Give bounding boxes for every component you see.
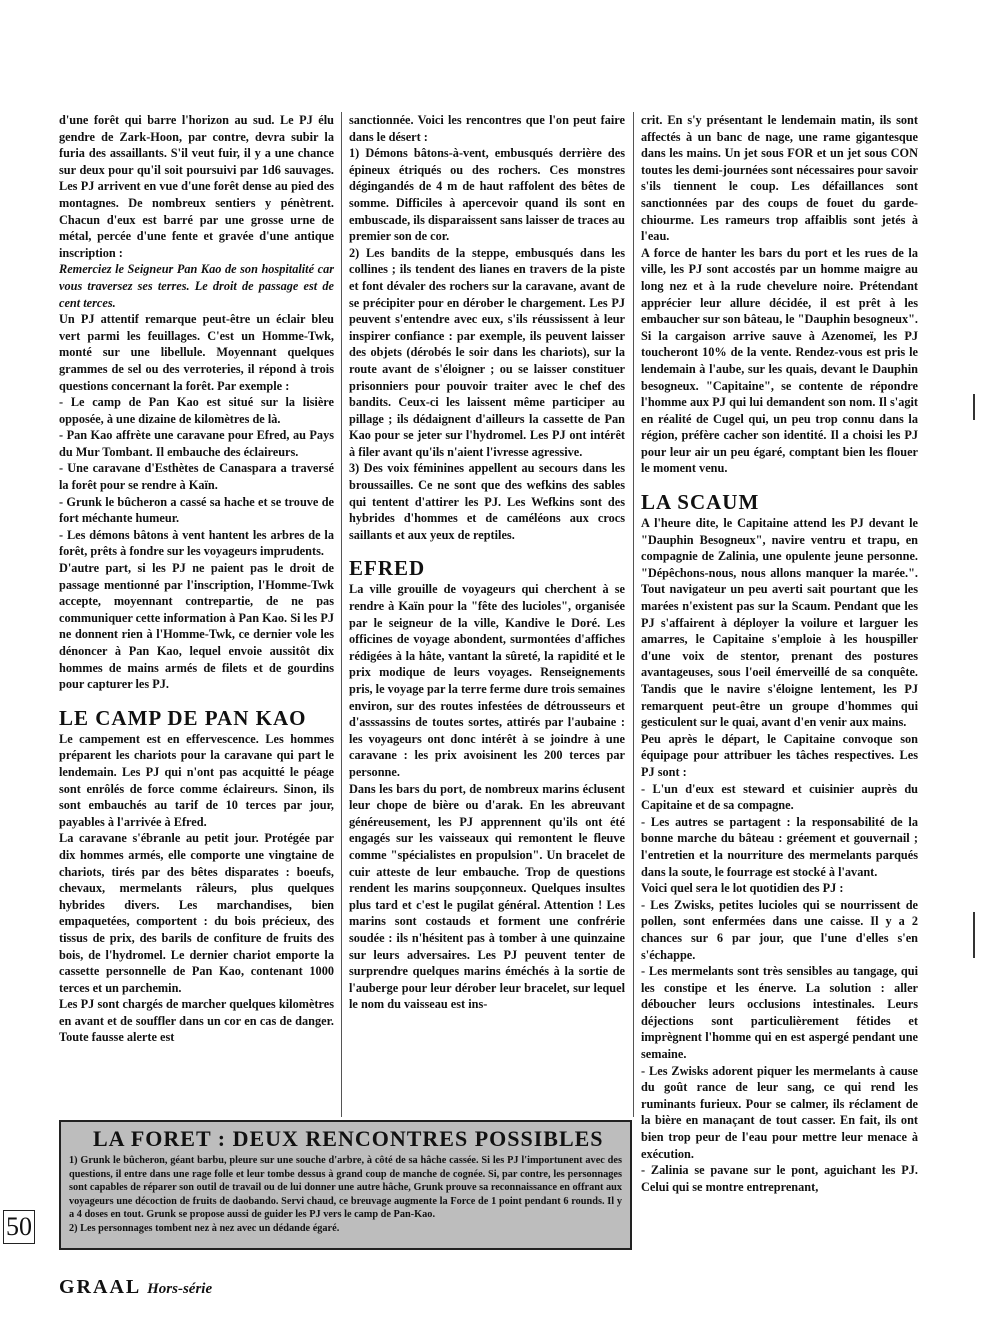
section-title-efred: EFRED	[349, 556, 426, 581]
paragraph: La caravane s'ébranle au petit jour. Protégée par dix hommes armés, elle comporte une vingtaine de chariots, tirés par des bêtes disparates : boeufs, chevaux, mermelants râleurs, plus quelques hybrides divers. Les marchandises, bien empaquetées, comportent : du bois précieux, des tissus de prix, des barils de confiture de fruits des bois, de l'hydromel. Le dernier chariot emporte la cassette personnelle de Pan Kao, contenant 1000 terces et un parchemin.	[59, 831, 334, 995]
magazine-series: Hors-série	[147, 1281, 213, 1297]
column-1	[59, 112, 334, 1046]
paragraph: D'autre part, si les PJ ne paient pas le droit de passage mentionné par l'inscription, l'Homme-Twk accepte, moyennant contrepartie, de ne pas communiquer cette information à Pan Kao. Si les PJ ne donnent rien à l'Homme-Twk, ce dernier vole les dénoncer à Pan Kao, lequel envoie aussitôt dix hommes de mains armés de filets et de gourdins pour capturer les PJ.	[59, 561, 334, 692]
column-3	[641, 112, 918, 1195]
list-item: - Les Zwisks adorent piquer les mermelants à cause du goût rance de leur sang, ce qui rend les ruminants furieux. Pour se calmer, ils réclament de la bière en manaçant de tout casser. En fait, ils ont bien trop peur de l'eau pour mettre leur menace à exécution.	[641, 1063, 918, 1161]
box-paragraph: 1) Grunk le bûcheron, géant barbu, pleure sur une souche d'arbre, à côté de sa hâche cassée. Si les PJ l'importunent avec des questions, il entre dans une rage folle et leur tombe dessus à grand coup de manche de cognée. Si, par contre, les personnages sont capables de réparer son outil de travail ou de lui donner une autre hâche, Grunk prouve sa reconnaissance en offrant aux voyageurs une décoction de fruits de daobando. Servi chaud, ce breuvage augmente la Force de 1 point pendant 6 rounds. Il y a 4 doses en tout. Grunk se propose aussi de guider les PJ vers le camp de Pan-Kao.	[69, 1155, 622, 1221]
list-item: - Le camp de Pan Kao est situé sur la lisière opposée, à une dizaine de kilomètres de là.	[59, 395, 334, 426]
list-item: - Les autres se partagent : la responsabilité de la bonne marche du bâteau : gréement et gouvernail ; l'entretien et la nourriture des mermelants parqués dans la soute, le fourrage est stocké à l'avant.	[641, 814, 918, 879]
list-item: - Les Zwisks, petites lucioles qui se nourrissent de pollen, sont enfermées dans une caisse. Il y a 2 chances sur 6 par jour, que l'une d'elles s'en s'échappe.	[641, 897, 918, 962]
paragraph: Dans les bars du port, de nombreux marins éclusent leur chope de bière ou d'arak. En les abreuvant généreusement, les PJ apprennent qu'ils ont été engagés sur les vaisseaux qui remontent le fleuve comme "spécialistes en propulsion". Un bracelet de cuir atteste de leur embauche. Trop de questions rendent les marins soupçonneux. Quelques insultes plus tard et c'est le pugilat général. Attention ! Les marins sont costauds et forment une confrérie soudée : ils n'hésitent pas à tomber à une quinzaine sur leurs adversaires. Les PJ peuvent tenter de surprendre quelques marins éméchés à la sortie de l'auberge pour leur dérober leur bracelet, sur lequel le nom du vaisseau est ins-	[349, 781, 625, 1012]
paragraph: A l'heure dite, le Capitaine attend les PJ devant le "Dauphin Besogneux", navire ventru et trapu, en compagnie de Zalinia, une opulente jeune personne. "Dépêchons-nous, nous allons manquer la marée.". Tout navigateur un peu averti sait pourtant que les marées n'existent pas sur la Scaum. Pendant que les PJ s'affairent à déployer la voilure et larguer les amarres, le Capitaine s'emploie à les houspiller d'une voix de stentor, prenant des postures avantageuses, sous l'oeil émerveillé de sa conquête. Tandis que le navire s'éloigne lentement, les PJ remarquent peut-être un groupe d'hommes qui gesticulent sur le quai, avant d'en venir aux mains.	[641, 516, 918, 730]
column-2	[349, 112, 625, 1013]
paragraph: Le campement est en effervescence. Les hommes préparent les chariots pour la caravane qui part le lendemain. Les PJ qui n'ont pas acquitté le péage sont enrôlés de force comme éclaireurs. Sinon, ils sont embauchés au tarif de 10 terces par jour, payables à l'arrivée à Efred.	[59, 731, 334, 829]
paragraph: d'une forêt qui barre l'horizon au sud. Le PJ élu gendre de Zark-Hoon, par contre, devra subir la furia des assaillants. S'il veut fuir, il y a une chance sur deux pour qu'il soit poursuivi par 1d6 sauvages. Les PJ arrivent en vue d'une forêt dense au pied des montagnes. De nombreux sentiers y pénètrent. Chacun d'eux est barré par une grosse urne de métal, percée d'une fente et gravée d'une antique inscription :	[59, 113, 334, 260]
paragraph: crit. En s'y présentant le lendemain matin, ils sont affectés à un banc de nage, une rame gigantesque dans les mains. Un jet sous FOR et un jet sous CON toutes les demi-journées sont nécessaires pour savoir s'ils tiennent le coup. Les défaillances sont sanctionnées par des coups de fouet du garde-chiourme. Les rameurs trop affaiblis sont jetés à l'eau.	[641, 113, 918, 244]
paragraph: A force de hanter les bars du port et les rues de la ville, les PJ sont accostés par un homme maigre au long nez et à la rude chevelure noire. Prétendant apprécier leur allure décidée, il est prêt à les embaucher sur son bâteau, le "Dauphin besogneux". Si la cargaison arrive sauve à Azenomeï, les PJ toucheront 10% de la vente. Rendez-vous est pris le lendemain à l'aube, sur les quais, devant le Dauphin besogneux. "Capitaine", se contente de répondre l'homme aux PJ qui lui demandent son nom. Il s'agit en réalité de Cugel qui, un peu trop connu dans la région, préfère cacher son identité. Il a choisi les PJ pour leur air un peu égaré, comptant bien les flouer le moment venu.	[641, 245, 918, 476]
list-item: - Les démons bâtons à vent hantent les arbres de la forêt, prêts à fondre sur les voyageurs imprudents.	[59, 527, 334, 559]
inscription: Remerciez le Seigneur Pan Kao de son hospitalité car vous traversez ses terres. Le droit de passage est de cent terces.	[59, 262, 334, 310]
list-item: - Pan Kao affrète une caravane pour Efred, au Pays du Mur Tombant. Il embauche des éclaireurs.	[59, 428, 334, 459]
list-item: 2) Les bandits de la steppe, embusqués dans les collines ; ils tendent des lianes en travers de la piste et font dévaler des rochers sur la caravane, avant de se précipiter pour en dérober le chargement. Les PJ peuvent s'entendre avec eux, s'ils réussissent à leur inspirer confiance : par exemple, ils peuvent laisser des objets (dérobés le soir dans les chariots), sur la route avant de s'éloigner ; ou se laisser constituer prisonniers pour pouvoir traiter avec le chef des bandits. Ceux-ci les laissent même participer au pillage ; ils dédaignent d'ailleurs la cassette de Pan Kao pour se jeter sur l'hydromel. Les PJ ont intérêt à filer avant qu'ils n'aient l'ivresse agressive.	[349, 245, 625, 459]
section-title-camp: LE CAMP DE PAN KAO	[59, 705, 307, 730]
paragraph: sanctionnée. Voici les rencontres que l'on peut faire dans le désert :	[349, 113, 625, 144]
magazine-title: GRAAL	[59, 1276, 141, 1298]
column-separator	[341, 112, 342, 1117]
list-item: - Les mermelants sont très sensibles au tangage, qui les constipe et les énerve. La solution : aller déboucher leurs occlusions intestinales. Leurs déjections sont particulièrement fétides et imprègnent l'homme qui en est aspergé pendant une semaine.	[641, 964, 918, 1062]
box-paragraph: 2) Les personnages tombent nez à nez avec un dédande égaré.	[69, 1222, 340, 1234]
page-number: 50	[3, 1210, 35, 1244]
paragraph: Les PJ sont chargés de marcher quelques kilomètres en avant et de souffler dans un cor en cas de danger. Toute fausse alerte est	[59, 997, 334, 1045]
footer	[59, 1276, 212, 1299]
list-item: - Une caravane d'Esthètes de Canaspara a traversé la forêt pour se rendre à Kaïn.	[59, 461, 334, 493]
list-item: - Grunk le bûcheron a cassé sa hache et se trouve de fort méchante humeur.	[59, 494, 334, 526]
list-item: 3) Des voix féminines appellent au secours dans les broussailles. Ce ne sont que des wefkins des sables qui tentent d'attirer les PJ. Les Wefkins sont des hybrides d'hommes et de caméléons aux crocs saillants et aux yeux de reptiles.	[349, 461, 625, 542]
list-item: - L'un d'eux est steward et cuisinier auprès du Capitaine et de sa compagne.	[641, 781, 918, 813]
scan-mark	[973, 912, 975, 958]
paragraph: Voici quel sera le lot quotidien des PJ :	[641, 881, 844, 896]
list-item: - Zalinia se pavane sur le pont, aguichant les PJ. Celui qui se montre entreprenant,	[641, 1163, 918, 1194]
paragraph: La ville grouille de voyageurs qui cherchent à se rendre à Kaïn pour la "fête des lucioles", organisée par le seigneur de la ville, Kandive le Doré. Les officines de voyage abondent, surmontées d'affiches rédigées à la hâte, vantant la sûreté, la rapidité et le prix modique de leurs voyages. Renseignements pris, le voyage par la terre ferme dure trois semaines environ, sur des routes infestées de détrousseurs et d'asssassins de toutes sortes, attirés par l'aubaine : les voyageurs ont donc intérêt à se joindre à une caravane : les prix avoisinent les 200 terces par personne.	[349, 582, 625, 779]
list-item: 1) Démons bâtons-à-vent, embusqués derrière des épineux étriqués ou des rochers. Ces monstres dégingandés de 4 m de haut raffolent des bêtes de somme. Difficiles à apercevoir quand ils sont en embuscade, ils disparaissent sans laisser de traces au premier son de cor.	[349, 146, 625, 244]
paragraph: Peu après le départ, le Capitaine convoque son équipage pour attribuer les tâches respectives. Les PJ sont :	[641, 731, 918, 779]
column-separator	[633, 112, 634, 1117]
encounter-box	[59, 1120, 632, 1250]
box-title: LA FORET : DEUX RENCONTRES POSSIBLES	[93, 1126, 604, 1151]
scan-mark	[973, 394, 975, 420]
section-title-scaum: LA SCAUM	[641, 490, 760, 515]
paragraph: Un PJ attentif remarque peut-être un éclair bleu vert parmi les feuillages. C'est un Homme-Twk, monté sur une libellule. Moyennant quelques grammes de sel ou des verroteries, il répond à trois questions concernant la forêt. Par exemple :	[59, 312, 334, 393]
